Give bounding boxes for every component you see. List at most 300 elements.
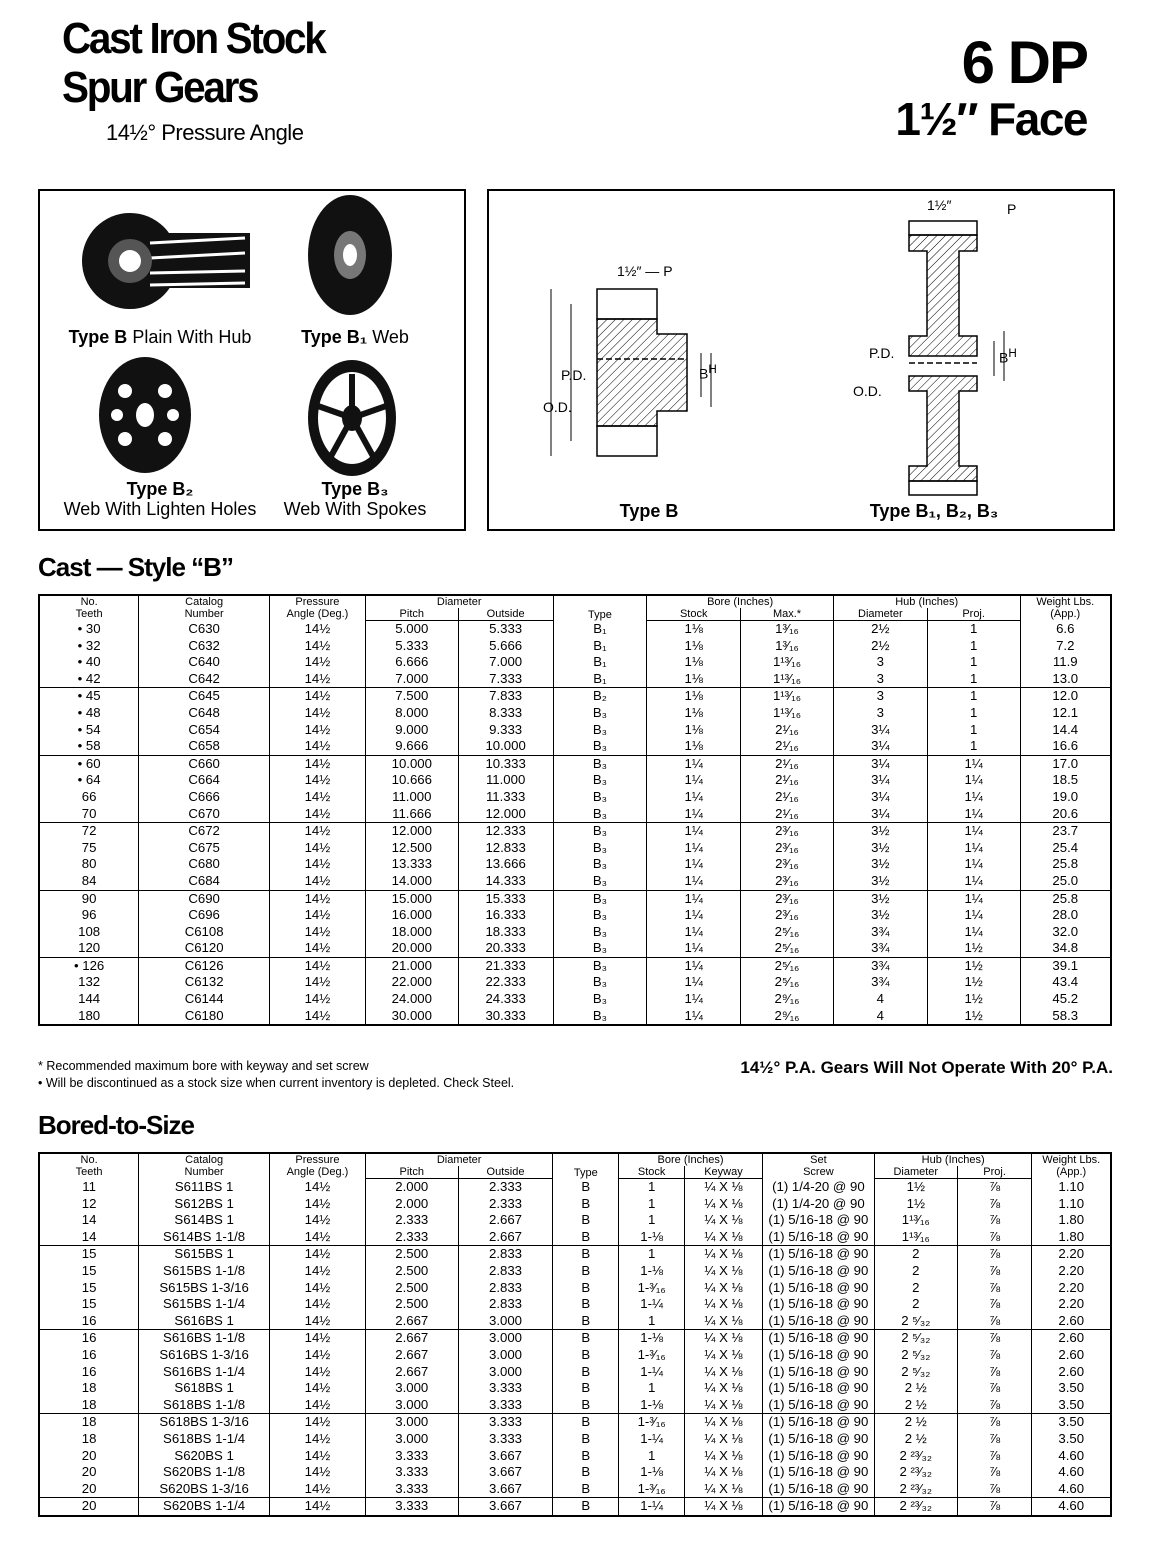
cell-bore-stock: 1¼ <box>647 823 741 840</box>
cell-bore-stock: 1¼ <box>647 755 741 772</box>
cell-hub-proj: ⅞ <box>957 1397 1032 1414</box>
cell-pressure-angle: 14½ <box>269 940 365 957</box>
cell-catalog: C642 <box>139 671 270 688</box>
cell-hub-proj: 1½ <box>927 957 1020 974</box>
cell-pressure-angle: 14½ <box>269 806 365 823</box>
cell-bore-stock: 1-¼ <box>619 1364 685 1381</box>
cell-pitch: 2.000 <box>365 1179 458 1196</box>
cell-hub-diameter: 1½ <box>874 1196 957 1213</box>
type-b3-caption: Type B₃ Web With Spokes <box>283 479 427 519</box>
table-row <box>39 1448 1111 1465</box>
cell-bore-stock: 1¼ <box>647 957 741 974</box>
cell-outside: 13.666 <box>458 856 553 873</box>
cell-type: B <box>553 1498 619 1516</box>
cell-bore-keyway: ¼ X ⅛ <box>685 1498 763 1516</box>
cell-teeth: 66 <box>81 788 97 804</box>
col-weight: Weight Lbs. (App.) <box>1020 595 1111 621</box>
cell-pitch: 2.667 <box>365 1347 458 1364</box>
cell-pitch: 6.666 <box>365 654 458 671</box>
table-row <box>39 873 1111 890</box>
cell-type: B₃ <box>553 873 647 890</box>
cell-outside: 3.000 <box>458 1347 553 1364</box>
cell-hub-diameter: 3¼ <box>833 755 927 772</box>
table-row <box>39 1229 1111 1246</box>
cell-bore-max: 1¹³⁄₁₆ <box>741 688 834 705</box>
cell-pitch: 3.000 <box>365 1431 458 1448</box>
cell-weight: 2.60 <box>1032 1313 1111 1330</box>
cell-pitch: 20.000 <box>365 940 458 957</box>
cell-catalog: S615BS 1 <box>139 1246 270 1263</box>
table-row <box>39 890 1111 907</box>
cell-teeth: • 48 <box>77 704 101 720</box>
footnote-max-bore: * Recommended maximum bore with keyway and set screw <box>38 1059 369 1073</box>
cell-hub-proj: 1 <box>927 722 1020 739</box>
cell-pressure-angle: 14½ <box>270 1397 366 1414</box>
cell-catalog: C632 <box>139 638 270 655</box>
cell-outside: 3.000 <box>458 1364 553 1381</box>
table-row <box>39 1008 1111 1026</box>
cell-pitch: 9.000 <box>365 722 458 739</box>
cell-outside: 16.333 <box>458 907 553 924</box>
col-catalog: Catalog Number <box>139 595 270 621</box>
cell-pitch: 24.000 <box>365 991 458 1008</box>
cell-outside: 2.833 <box>458 1280 553 1297</box>
cell-catalog: C672 <box>139 823 270 840</box>
cell-bore-max: 2¹⁄₁₆ <box>741 738 834 755</box>
table-row <box>39 1296 1111 1313</box>
cell-catalog: C6126 <box>139 957 270 974</box>
cell-outside: 3.333 <box>458 1380 553 1397</box>
cell-hub-diameter: 2 <box>874 1280 957 1297</box>
cell-catalog: C666 <box>139 789 270 806</box>
cell-weight: 34.8 <box>1020 940 1111 957</box>
cell-hub-proj: ⅞ <box>957 1296 1032 1313</box>
cell-bore-stock: 1 <box>619 1196 685 1213</box>
cell-pressure-angle: 14½ <box>270 1280 366 1297</box>
cell-type: B <box>553 1196 619 1213</box>
type-b1-od-label: O.D. <box>853 383 882 399</box>
cell-pressure-angle: 14½ <box>269 856 365 873</box>
cell-catalog: S618BS 1-3/16 <box>139 1414 270 1431</box>
cell-teeth: 72 <box>81 823 97 839</box>
cell-hub-proj: 1 <box>927 621 1020 638</box>
cell-pitch: 3.333 <box>365 1448 458 1465</box>
cell-weight: 1.10 <box>1032 1196 1111 1213</box>
cell-teeth: 18 <box>81 1430 97 1446</box>
cell-catalog: S614BS 1-1/8 <box>139 1229 270 1246</box>
cell-weight: 2.20 <box>1032 1280 1111 1297</box>
cell-catalog: S615BS 1-3/16 <box>139 1280 270 1297</box>
cell-outside: 11.333 <box>458 789 553 806</box>
cell-outside: 2.833 <box>458 1263 553 1280</box>
cell-bore-stock: 1 <box>619 1212 685 1229</box>
type-b-bh-label: $B^H$ <box>699 363 717 382</box>
cell-catalog: C6132 <box>139 974 270 991</box>
cell-teeth: 132 <box>78 974 101 990</box>
cell-type: B₃ <box>553 789 647 806</box>
cell-hub-diameter: 3 <box>833 671 927 688</box>
cell-hub-diameter: 3½ <box>833 890 927 907</box>
cell-set-screw: (1) 5/16-18 @ 90 <box>762 1296 874 1313</box>
cell-pitch: 5.000 <box>365 621 458 638</box>
cell-weight: 3.50 <box>1032 1397 1111 1414</box>
cell-pitch: 2.500 <box>365 1246 458 1263</box>
cell-bore-keyway: ¼ X ⅛ <box>685 1313 763 1330</box>
cell-bore-max: 2¹⁄₁₆ <box>741 789 834 806</box>
col-diameter: Diameter <box>365 595 553 608</box>
cell-weight: 2.60 <box>1032 1364 1111 1381</box>
cell-catalog: S620BS 1-1/8 <box>139 1464 270 1481</box>
cell-pressure-angle: 14½ <box>269 722 365 739</box>
cell-teeth: • 54 <box>77 721 101 737</box>
cell-catalog: C670 <box>139 806 270 823</box>
cell-outside: 14.333 <box>458 873 553 890</box>
cell-teeth: • 126 <box>73 957 105 973</box>
col-bore-stock: Stock <box>647 608 741 621</box>
type-b1-diagram-caption: Type B₁, B₂, B₃ <box>869 501 999 521</box>
cell-set-screw: (1) 5/16-18 @ 90 <box>762 1330 874 1347</box>
cell-pressure-angle: 14½ <box>269 654 365 671</box>
cell-hub-proj: ⅞ <box>957 1229 1032 1246</box>
cell-hub-proj: 1¼ <box>927 907 1020 924</box>
cell-weight: 23.7 <box>1020 823 1111 840</box>
cell-bore-max: 2³⁄₁₆ <box>741 890 834 907</box>
cell-bore-max: 2³⁄₁₆ <box>741 873 834 890</box>
cell-bore-stock: 1¼ <box>647 974 741 991</box>
table-row <box>39 940 1111 957</box>
cell-bore-stock: 1¼ <box>647 772 741 789</box>
cell-pitch: 3.333 <box>365 1481 458 1498</box>
cell-outside: 2.333 <box>458 1196 553 1213</box>
cell-pitch: 2.333 <box>365 1212 458 1229</box>
cell-hub-diameter: 2 ²³⁄₃₂ <box>874 1498 957 1516</box>
cell-hub-diameter: 4 <box>833 991 927 1008</box>
col-outside: Outside <box>458 1166 553 1179</box>
col-diameter: Diameter <box>365 1153 553 1166</box>
cell-weight: 12.0 <box>1020 688 1111 705</box>
cell-hub-diameter: 2 ⁵⁄₃₂ <box>874 1347 957 1364</box>
cell-bore-max: 2⁵⁄₁₆ <box>741 940 834 957</box>
table-row <box>39 991 1111 1008</box>
row-group <box>39 1179 1111 1246</box>
cell-hub-proj: ⅞ <box>957 1448 1032 1465</box>
col-bore: Bore (Inches) <box>647 595 834 608</box>
cell-hub-proj: 1¼ <box>927 823 1020 840</box>
cell-pitch: 22.000 <box>365 974 458 991</box>
cell-pressure-angle: 14½ <box>269 671 365 688</box>
cell-type: B₁ <box>553 638 647 655</box>
cell-weight: 25.8 <box>1020 856 1111 873</box>
cell-hub-proj: 1¼ <box>927 772 1020 789</box>
cell-hub-diameter: 2 <box>874 1296 957 1313</box>
cell-hub-proj: ⅞ <box>957 1330 1032 1347</box>
cell-hub-diameter: 3¾ <box>833 924 927 941</box>
cell-pressure-angle: 14½ <box>270 1380 366 1397</box>
bored-section-title: Bored-to-Size <box>38 1110 194 1140</box>
cell-pitch: 2.333 <box>365 1229 458 1246</box>
cell-outside: 2.833 <box>458 1246 553 1263</box>
cell-hub-proj: 1¼ <box>927 840 1020 857</box>
cell-hub-proj: 1 <box>927 671 1020 688</box>
row-group <box>39 621 1111 688</box>
cell-bore-max: 1³⁄₁₆ <box>741 621 834 638</box>
cell-catalog: C6108 <box>139 924 270 941</box>
cell-type: B₃ <box>553 924 647 941</box>
cell-hub-proj: 1¼ <box>927 789 1020 806</box>
cell-outside: 21.333 <box>458 957 553 974</box>
cell-type: B₃ <box>553 738 647 755</box>
table-row <box>39 1263 1111 1280</box>
cell-teeth: 16 <box>81 1363 97 1379</box>
row-group <box>39 823 1111 890</box>
cast-gear-table <box>38 594 1112 1026</box>
cell-type: B₃ <box>553 940 647 957</box>
cell-teeth: 11 <box>82 1178 96 1194</box>
cell-weight: 3.50 <box>1032 1380 1111 1397</box>
cell-hub-proj: 1¼ <box>927 806 1020 823</box>
cell-pressure-angle: 14½ <box>269 738 365 755</box>
type-b-pd-label: P.D. <box>561 367 587 383</box>
cell-catalog: C645 <box>139 688 270 705</box>
cell-teeth: 20 <box>39 1498 139 1516</box>
cell-hub-proj: ⅞ <box>957 1431 1032 1448</box>
pressure-angle-subtitle: 14½° Pressure Angle <box>106 120 304 145</box>
table-row <box>39 671 1111 688</box>
cell-hub-proj: 1½ <box>927 974 1020 991</box>
cell-teeth: • 40 <box>77 654 101 670</box>
cell-outside: 11.000 <box>458 772 553 789</box>
cell-weight: 14.4 <box>1020 722 1111 739</box>
cell-pitch: 13.333 <box>365 856 458 873</box>
cell-bore-stock: 1-⅛ <box>619 1397 685 1414</box>
cell-hub-proj: ⅞ <box>957 1481 1032 1498</box>
cell-pitch: 11.666 <box>365 806 458 823</box>
cell-teeth: • 32 <box>77 637 101 653</box>
cell-bore-stock: 1 <box>619 1313 685 1330</box>
cell-hub-diameter: 2 ²³⁄₃₂ <box>874 1448 957 1465</box>
cell-teeth: 20 <box>81 1447 97 1463</box>
cell-teeth: 84 <box>39 873 139 890</box>
cell-pressure-angle: 14½ <box>269 755 365 772</box>
cell-bore-max: 2³⁄₁₆ <box>741 840 834 857</box>
cell-hub-diameter: 2½ <box>833 638 927 655</box>
page-title <box>62 14 324 112</box>
cell-hub-diameter: 2 <box>874 1246 957 1263</box>
cell-hub-diameter: 4 <box>833 1008 927 1026</box>
col-hub-diameter: Diameter <box>833 608 927 621</box>
cell-catalog: S620BS 1-3/16 <box>139 1481 270 1498</box>
cell-bore-stock: 1¼ <box>647 924 741 941</box>
cell-type: B₃ <box>553 806 647 823</box>
cell-catalog: S616BS 1-3/16 <box>139 1347 270 1364</box>
table-row <box>39 1364 1111 1381</box>
cell-type: B₃ <box>553 991 647 1008</box>
cell-type: B₃ <box>553 974 647 991</box>
cell-teeth: • 64 <box>77 772 101 788</box>
cell-set-screw: (1) 5/16-18 @ 90 <box>762 1313 874 1330</box>
cell-pitch: 21.000 <box>365 957 458 974</box>
cell-set-screw: (1) 5/16-18 @ 90 <box>762 1263 874 1280</box>
cell-teeth: • 42 <box>39 671 139 688</box>
cell-outside: 15.333 <box>458 890 553 907</box>
cell-catalog: C6120 <box>139 940 270 957</box>
cell-bore-stock: 1⅛ <box>647 638 741 655</box>
table-row <box>39 1246 1111 1263</box>
cell-hub-proj: ⅞ <box>957 1179 1032 1196</box>
cell-weight: 2.20 <box>1032 1246 1111 1263</box>
cell-catalog: C690 <box>139 890 270 907</box>
cell-catalog: C680 <box>139 856 270 873</box>
cell-set-screw: (1) 5/16-18 @ 90 <box>762 1212 874 1229</box>
cell-pitch: 2.000 <box>365 1196 458 1213</box>
cell-hub-proj: ⅞ <box>957 1313 1032 1330</box>
cell-pressure-angle: 14½ <box>270 1448 366 1465</box>
cell-bore-max: 2⁹⁄₁₆ <box>741 991 834 1008</box>
cell-teeth: 18 <box>81 1414 97 1430</box>
cell-type: B₃ <box>553 1008 647 1026</box>
type-b-diagram-caption: Type B <box>619 501 679 521</box>
cell-type: B <box>553 1296 619 1313</box>
cell-type: B₁ <box>553 654 647 671</box>
cell-bore-stock: 1¼ <box>647 1008 741 1026</box>
cell-bore-max: 2⁵⁄₁₆ <box>741 957 834 974</box>
row-group <box>39 1498 1111 1516</box>
cell-weight: 1.80 <box>1032 1212 1111 1229</box>
cell-bore-max: 2⁵⁄₁₆ <box>741 924 834 941</box>
cell-bore-stock: 1-⅛ <box>619 1229 685 1246</box>
cell-teeth: 75 <box>81 839 97 855</box>
col-pitch: Pitch <box>365 608 458 621</box>
cell-pitch: 5.333 <box>365 638 458 655</box>
cell-outside: 7.333 <box>458 671 553 688</box>
cell-weight: 16.6 <box>1020 738 1111 755</box>
cell-set-screw: (1) 5/16-18 @ 90 <box>762 1246 874 1263</box>
cell-bore-max: 2⁹⁄₁₆ <box>741 1008 834 1026</box>
cell-hub-diameter: 3½ <box>833 873 927 890</box>
cell-bore-stock: 1¼ <box>647 806 741 823</box>
table-row <box>39 1313 1111 1330</box>
cell-pitch: 3.333 <box>365 1498 458 1516</box>
cell-teeth: 14 <box>81 1212 97 1228</box>
cell-weight: 58.3 <box>1020 1008 1111 1026</box>
cell-outside: 8.333 <box>458 705 553 722</box>
table-row <box>39 806 1111 823</box>
cell-set-screw: (1) 5/16-18 @ 90 <box>762 1229 874 1246</box>
cell-pressure-angle: 14½ <box>270 1347 366 1364</box>
cell-catalog: C6180 <box>139 1008 270 1026</box>
col-hub-proj: Proj. <box>927 608 1020 621</box>
cell-pressure-angle: 14½ <box>270 1263 366 1280</box>
cell-hub-diameter: 2½ <box>833 621 927 638</box>
cell-bore-stock: 1¼ <box>647 873 741 890</box>
cell-bore-keyway: ¼ X ⅛ <box>685 1481 763 1498</box>
cell-weight: 1.10 <box>1032 1179 1111 1196</box>
cell-catalog: C640 <box>139 654 270 671</box>
cell-pitch: 2.500 <box>365 1280 458 1297</box>
table-row <box>39 1414 1111 1431</box>
table-row <box>39 823 1111 840</box>
cell-hub-proj: ⅞ <box>957 1414 1032 1431</box>
cell-type: B₃ <box>553 722 647 739</box>
cell-pitch: 15.000 <box>365 890 458 907</box>
cell-hub-diameter: 2 ½ <box>874 1380 957 1397</box>
cell-bore-stock: 1-³⁄₁₆ <box>619 1481 685 1498</box>
cross-section-diagram <box>489 191 1113 529</box>
cell-outside: 3.000 <box>458 1313 553 1330</box>
cell-hub-proj: ⅞ <box>957 1196 1032 1213</box>
cell-outside: 2.833 <box>458 1296 553 1313</box>
cell-bore-stock: 1-⅛ <box>619 1330 685 1347</box>
cell-catalog: C660 <box>139 755 270 772</box>
cell-outside: 7.000 <box>458 654 553 671</box>
cell-pitch: 30.000 <box>365 1008 458 1026</box>
cell-outside: 12.000 <box>458 806 553 823</box>
cell-weight: 39.1 <box>1020 957 1111 974</box>
cell-hub-proj: 1¼ <box>927 873 1020 890</box>
cell-hub-diameter: 2 ½ <box>874 1431 957 1448</box>
cell-weight: 13.0 <box>1020 671 1111 688</box>
cell-catalog: S615BS 1-1/4 <box>139 1296 270 1313</box>
col-pressure-angle: Pressure Angle (Deg.) <box>269 595 365 621</box>
cell-pressure-angle: 14½ <box>269 772 365 789</box>
cell-bore-keyway: ¼ X ⅛ <box>685 1364 763 1381</box>
cell-type: B <box>553 1431 619 1448</box>
cell-pressure-angle: 14½ <box>270 1246 366 1263</box>
cell-hub-diameter: 3½ <box>833 823 927 840</box>
table-row <box>39 1212 1111 1229</box>
type-b1-face-label: 1½″ <box>927 197 952 213</box>
cell-pitch: 2.667 <box>365 1364 458 1381</box>
cell-set-screw: (1) 5/16-18 @ 90 <box>762 1414 874 1431</box>
table-row <box>39 738 1111 755</box>
table-row <box>39 705 1111 722</box>
cell-type: B₃ <box>553 840 647 857</box>
cell-pressure-angle: 14½ <box>270 1179 366 1196</box>
table-row <box>39 974 1111 991</box>
cell-catalog: S612BS 1 <box>139 1196 270 1213</box>
cell-bore-max: 2¹⁄₁₆ <box>741 755 834 772</box>
cell-teeth: 15 <box>81 1246 97 1262</box>
cell-outside: 24.333 <box>458 991 553 1008</box>
table-row <box>39 1280 1111 1297</box>
cell-type: B₃ <box>553 705 647 722</box>
cell-catalog: S616BS 1-1/4 <box>139 1364 270 1381</box>
cell-bore-stock: 1¼ <box>647 991 741 1008</box>
cell-pitch: 3.000 <box>365 1397 458 1414</box>
cell-catalog: C664 <box>139 772 270 789</box>
cell-outside: 5.333 <box>458 621 553 638</box>
cell-pressure-angle: 14½ <box>270 1431 366 1448</box>
cell-hub-diameter: 2 ⁵⁄₃₂ <box>874 1364 957 1381</box>
table-row <box>39 1397 1111 1414</box>
cell-teeth: 120 <box>39 940 139 957</box>
cell-type: B <box>553 1464 619 1481</box>
cell-weight: 25.0 <box>1020 873 1111 890</box>
cell-type: B <box>553 1380 619 1397</box>
col-hub: Hub (Inches) <box>833 595 1020 608</box>
cell-weight: 12.1 <box>1020 705 1111 722</box>
cell-outside: 3.333 <box>458 1397 553 1414</box>
cell-hub-proj: 1½ <box>927 940 1020 957</box>
type-b1-p-label: P <box>1007 201 1017 217</box>
col-pitch: Pitch <box>365 1166 458 1179</box>
cell-hub-diameter: 2 ½ <box>874 1414 957 1431</box>
cell-set-screw: (1) 5/16-18 @ 90 <box>762 1431 874 1448</box>
cell-outside: 3.667 <box>458 1498 553 1516</box>
cell-bore-keyway: ¼ X ⅛ <box>685 1296 763 1313</box>
cell-catalog: S616BS 1 <box>139 1313 270 1330</box>
cell-catalog: C684 <box>139 873 270 890</box>
